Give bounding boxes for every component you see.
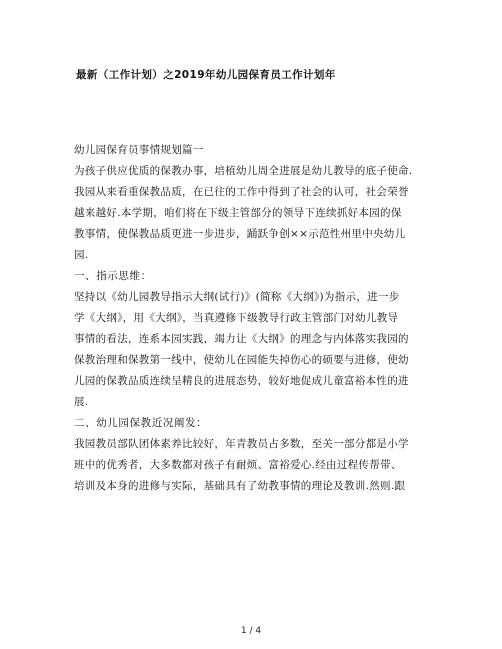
paragraph-line: 园. — [74, 249, 89, 261]
paragraph-line: 班中的优秀者，大多数都对孩子有耐烦、富裕爱心.经由过程传帮带、 — [74, 459, 402, 471]
paragraph-line: 培训及本身的进修与实际，基础具有了幼教事情的理论及教训.然则.跟 — [74, 480, 406, 492]
document-title: 最新（工作计划）之2019年幼儿园保育员工作计划年 — [76, 69, 336, 81]
section-title: 幼儿园保育员事情规划篇一 — [74, 144, 204, 156]
page-indicator: 1 / 4 — [240, 626, 262, 636]
document-body — [74, 140, 434, 497]
paragraph-line: 展. — [74, 396, 89, 408]
heading-status-analysis: 二、幼儿园保教近况阐发： — [74, 417, 208, 429]
paragraph-line: 教事情，使保教品质更进一步进步，踊跃争创××示范性州里中央幼儿 — [74, 228, 406, 240]
paragraph-line: 儿园的保教品质连续呈精良的进展态势，较好地促成儿童富裕本性的进 — [74, 375, 409, 387]
paragraph-line: 坚持以《幼儿园教导指示大纲(试行)》(简称《大纲》)为指示，进一步 — [74, 291, 400, 303]
paragraph-line: 事情的看法，连系本园实践，竭力让《大纲》的理念与内体落实我园的 — [74, 333, 409, 345]
heading-guiding-thought: 一、指示思维： — [74, 270, 152, 282]
paragraph-line: 我园从来看重保教品质，在已往的工作中得到了社会的认可，社会荣誉 — [74, 186, 409, 198]
paragraph-line: 越来越好.本学期，咱们将在下级主管部分的领导下连续抓好本园的保 — [74, 207, 402, 219]
paragraph-line: 学《大纲》，用《大纲》，当真遵修下级教导行政主管部门对幼儿教导 — [74, 312, 399, 324]
paragraph-line: 我园教员部队团体素养比较好，年青教员占多数，至关一部分都是小学 — [74, 438, 409, 450]
paragraph-line: 保教治理和保教第一线中，使幼儿在园能失掉伤心的硕要与进修，使幼 — [74, 354, 409, 366]
paragraph-line: 为孩子供应优质的保教办事，培植幼儿周全进展是幼儿教导的底子使命. — [74, 165, 413, 177]
